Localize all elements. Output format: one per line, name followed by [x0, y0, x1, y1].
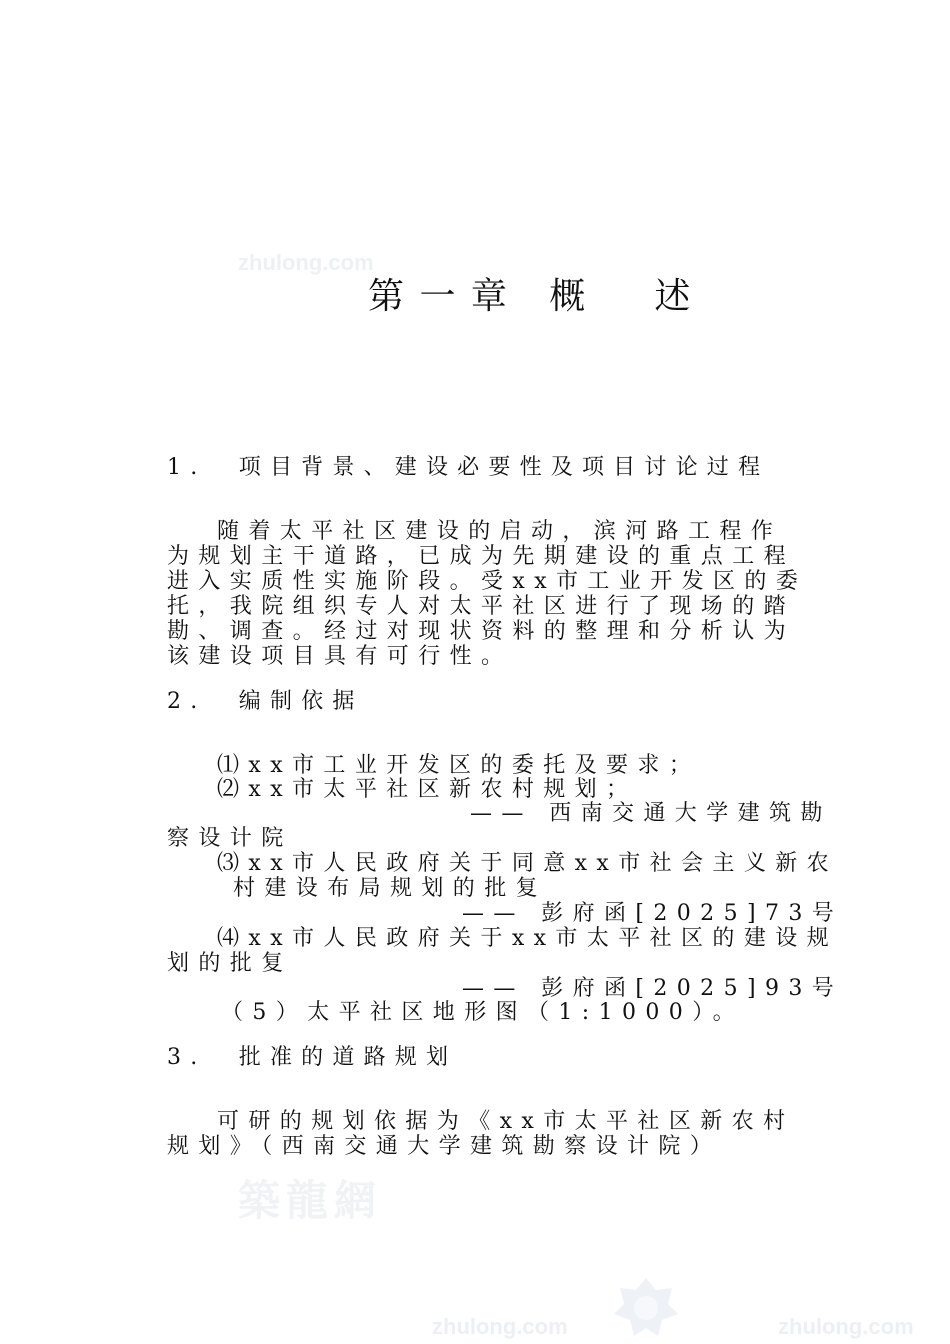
- basis-item: ⑶xx市人民政府关于同意xx市社会主义新农: [217, 851, 839, 876]
- chapter-title: 第 一 章 概 述: [368, 276, 693, 317]
- basis-source: 察设计院: [167, 826, 293, 851]
- basis-source: —— 西南交通大学建筑勘: [470, 801, 832, 826]
- basis-item: ⑷xx市人民政府关于xx市太平社区的建设规: [217, 926, 839, 951]
- section-1-body-line: 托，我院组织专人对太平社区进行了现场的踏: [167, 594, 796, 619]
- basis-item: （5）太平社区地形图（1:1000）。: [221, 1000, 744, 1025]
- section-3-heading: 3. 批准的道路规划: [167, 1045, 458, 1070]
- section-1-heading: 1. 项目背景、建设必要性及项目讨论过程: [167, 455, 770, 480]
- basis-item: ⑴xx市工业开发区的委托及要求；: [217, 753, 701, 778]
- basis-source: —— 彭府函[2025]73号: [462, 901, 844, 926]
- section-3-body-line: 可研的规划依据为《xx市太平社区新农村: [217, 1109, 795, 1134]
- watermark-logo-icon: [612, 1276, 680, 1340]
- basis-source: —— 彭府函[2025]93号: [462, 976, 844, 1001]
- watermark-site-bottom-right: zhulong.com: [778, 1314, 914, 1339]
- basis-item: 村建设布局规划的批复: [233, 876, 548, 901]
- watermark-site-bottom-left: zhulong.com: [432, 1314, 568, 1339]
- basis-item: ⑵xx市太平社区新农村规划；: [217, 777, 638, 802]
- section-1-body-line: 勘、调查。经过对现状资料的整理和分析认为: [167, 619, 796, 644]
- section-1-body-line: 进入实质性实施阶段。受xx市工业开发区的委: [167, 569, 808, 594]
- section-1-body-line: 随着太平社区建设的启动，滨河路工程作: [217, 519, 783, 544]
- watermark-cn: 築龍網: [238, 1176, 383, 1225]
- section-1-body-line: 为规划主干道路，已成为先期建设的重点工程: [167, 544, 796, 569]
- section-3-body-line: 规划》（西南交通大学建筑勘察设计院）: [167, 1134, 722, 1159]
- watermark-site-top: zhulong.com: [238, 250, 374, 275]
- section-1-body-line: 该建设项目具有可行性。: [167, 644, 513, 669]
- basis-item: 划的批复: [167, 951, 293, 976]
- section-2-heading: 2. 编制依据: [167, 689, 364, 714]
